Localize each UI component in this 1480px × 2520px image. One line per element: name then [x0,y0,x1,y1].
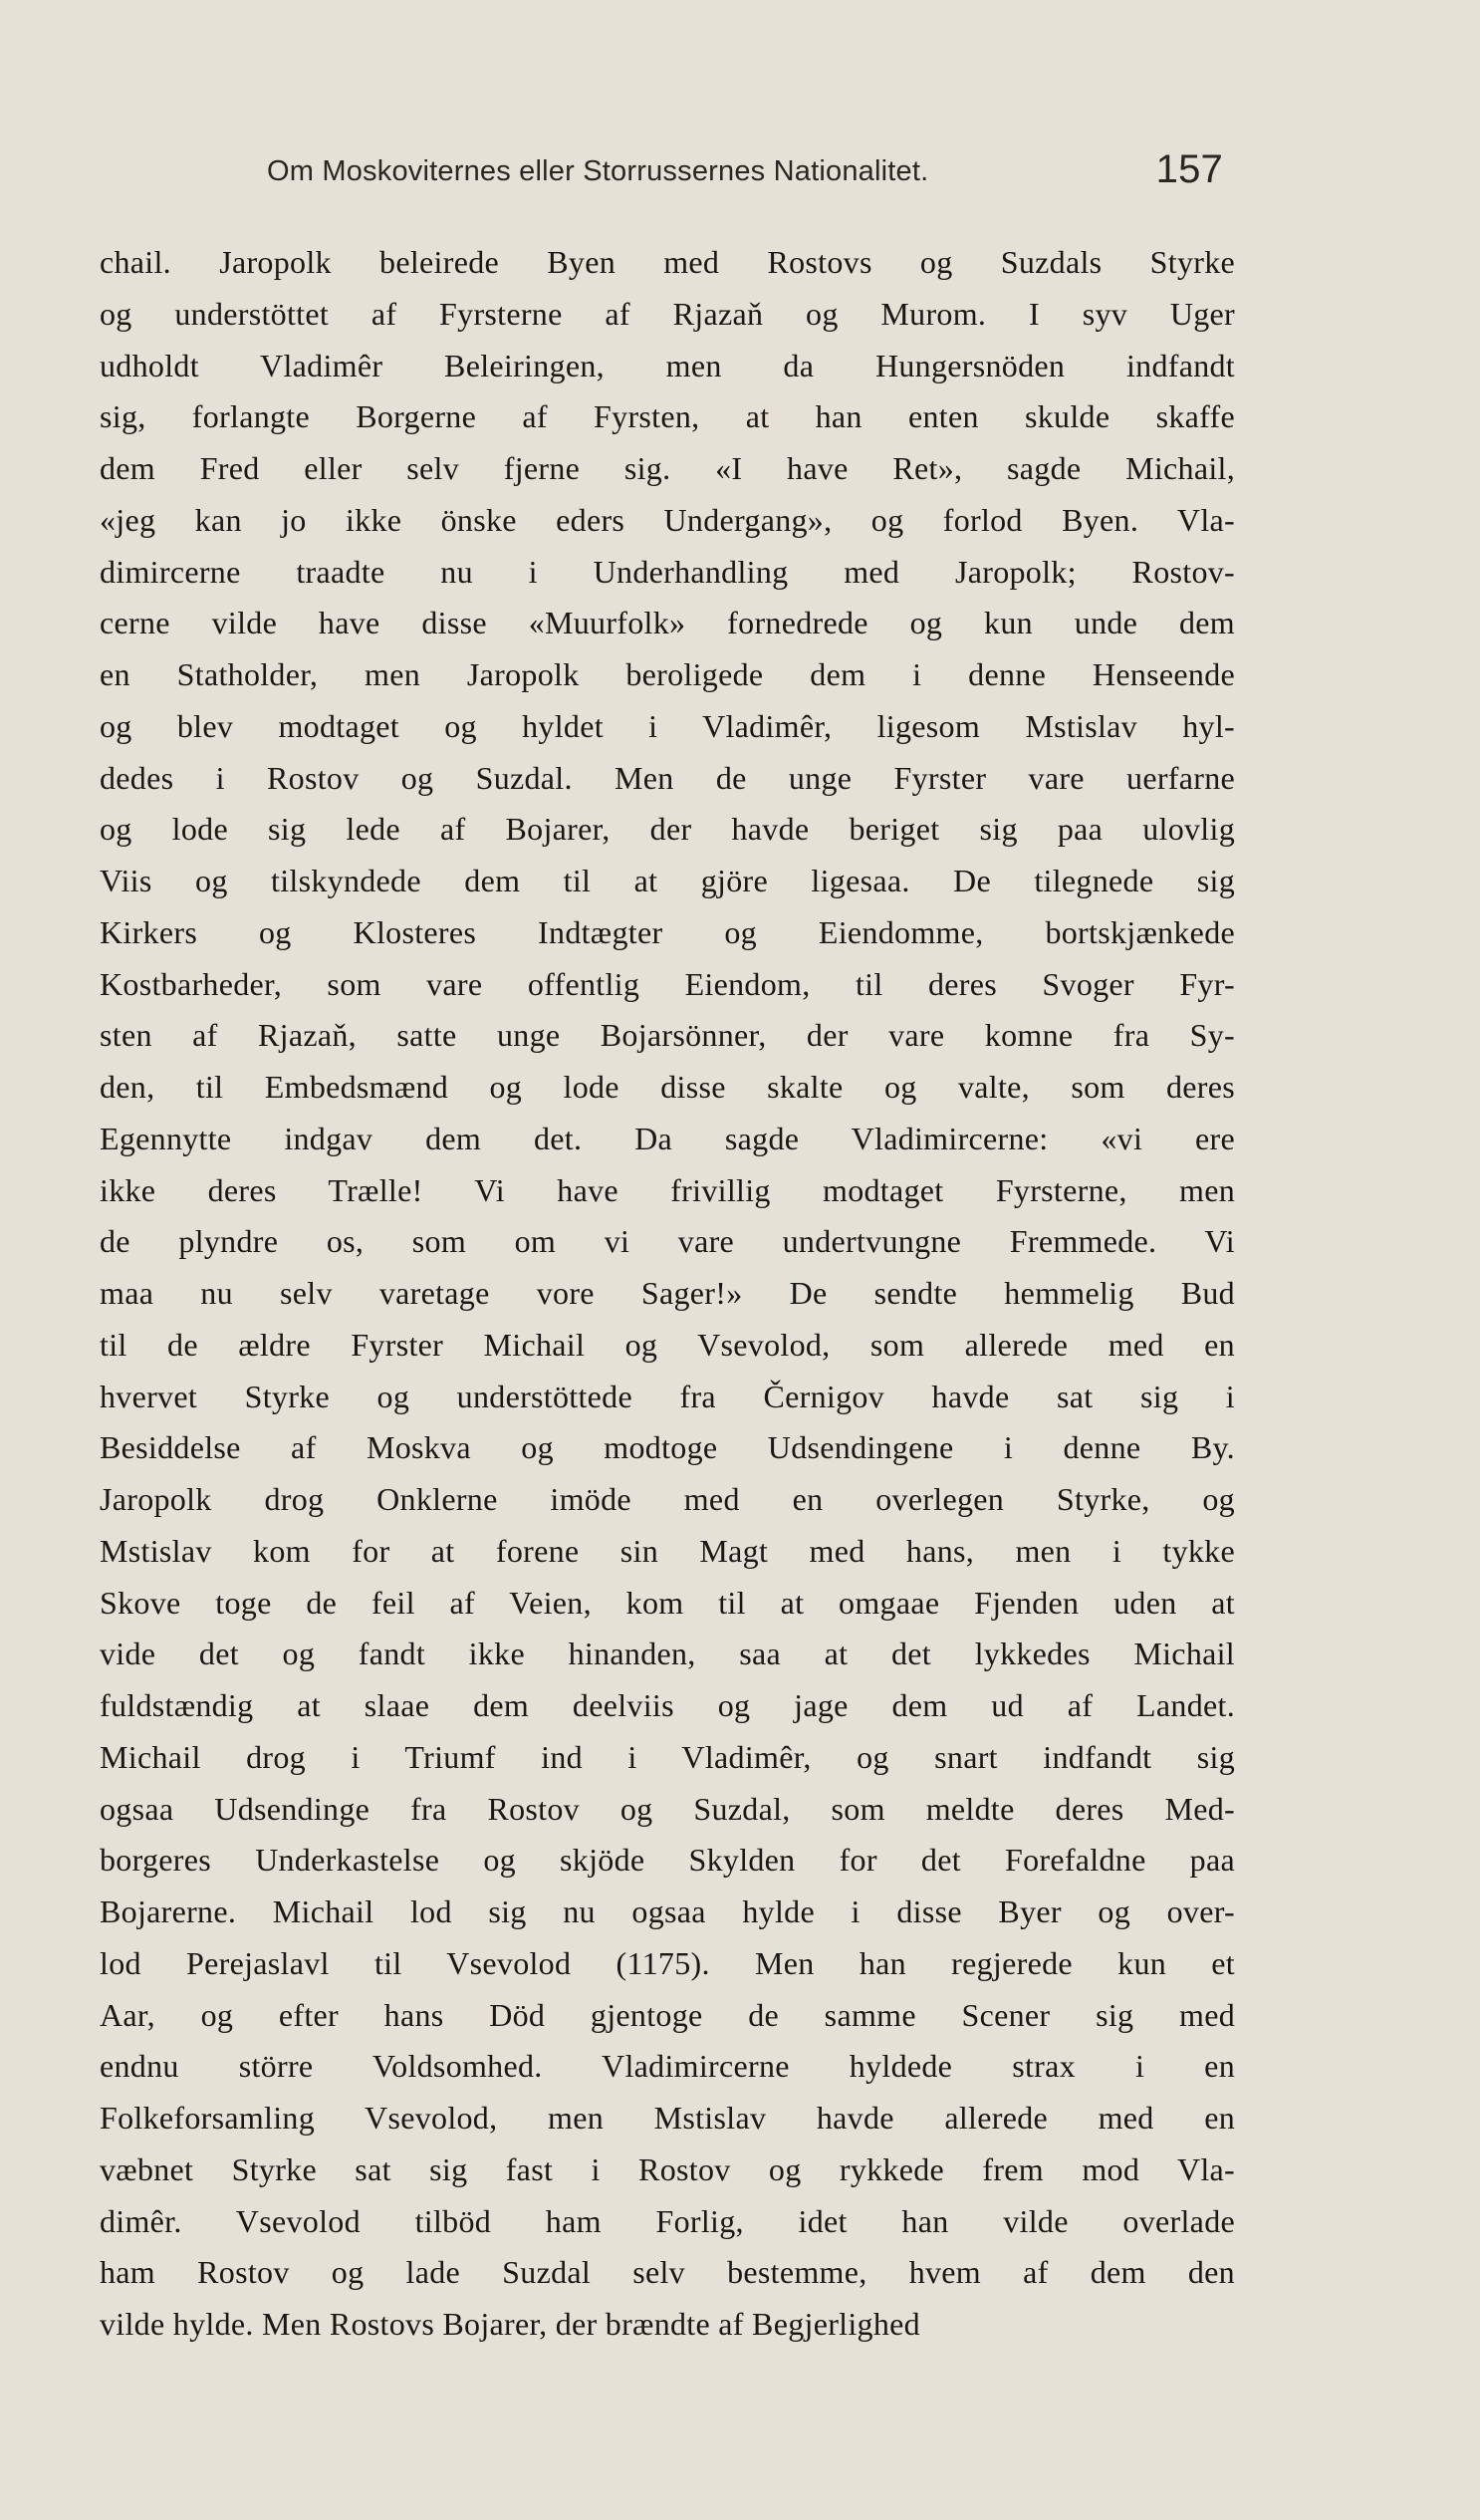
text-line: og blev modtaget og hyldet i Vladimêr, ligesom Mstislav hyl- [100,707,1235,744]
text-line: vide det og fandt ikke hinanden, saa at det lykkedes Michail [100,1636,1235,1672]
text-line: Jaropolk drog Onklerne imöde med en overlegen Styrke, og [100,1481,1235,1517]
text-line: Aar, og efter hans Död gjentoge de samme Scener sig med [100,1996,1235,2033]
text-line: dimêr. Vsevolod tilböd ham Forlig, idet han vilde overlade [100,2202,1235,2239]
text-line: ogsaa Udsendinge fra Rostov og Suzdal, som meldte deres Med- [100,1790,1235,1827]
text-line: hvervet Styrke og understöttede fra Černigov havde sat sig i [100,1378,1235,1414]
text-line: den, til Embedsmænd og lode disse skalte og valte, som deres [100,1069,1235,1105]
text-line: chail. Jaropolk beleirede Byen med Rostovs og Suzdals Styrke [100,244,1235,280]
text-line: Bojarerne. Michail lod sig nu ogsaa hylde i disse Byer og over- [100,1893,1235,1929]
text-line: til de ældre Fyrster Michail og Vsevolod, som allerede med en [100,1326,1235,1363]
text-line: Kirkers og Klosteres Indtægter og Eiendomme, bortskjænkede [100,913,1235,950]
text-line: Folkeforsamling Vsevolod, men Mstislav havde allerede med en [100,2100,1235,2136]
text-line: ham Rostov og lade Suzdal selv bestemme, hvem af dem den [100,2254,1235,2291]
text-line: Kostbarheder, som vare offentlig Eiendom, til deres Svoger Fyr- [100,965,1235,1002]
text-line: maa nu selv varetage vore Sager!» De sendte hemmelig Bud [100,1275,1235,1311]
running-title: Om Moskoviternes eller Storrussernes Nationalitet. [267,155,929,187]
text-line: fuldstændig at slaae dem deelviis og jage dem ud af Landet. [100,1687,1235,1723]
text-line: Viis og tilskyndede dem til at gjöre ligesaa. De tilegnede sig [100,863,1235,898]
body-text [100,237,1235,2351]
text-line: borgeres Underkastelse og skjöde Skylden for det Forefaldne paa [100,1842,1235,1879]
text-line: lod Perejaslavl til Vsevolod (1175). Men han regjerede kun et [100,1944,1235,1981]
text-line: sig, forlangte Borgerne af Fyrsten, at han enten skulde skaffe [100,398,1235,435]
text-line: sten af Rjazaň, satte unge Bojarsönner, der vare komne fra Sy- [100,1017,1235,1054]
text-line: Mstislav kom for at forene sin Magt med hans, men i tykke [100,1532,1235,1569]
page-number: 157 [1155,147,1223,191]
text-line: udholdt Vladimêr Beleiringen, men da Hungersnöden indfandt [100,347,1235,383]
text-line: Egennytte indgav dem det. Da sagde Vladimircerne: «vi ere [100,1120,1235,1156]
text-line: vilde hylde. Men Rostovs Bojarer, der brændte af Begjerlighed [100,2306,920,2342]
text-line: og lode sig lede af Bojarer, der havde beriget sig paa ulovlig [100,811,1235,848]
text-line: de plyndre os, som om vi vare undertvungne Fremmede. Vi [100,1223,1235,1260]
text-line: «jeg kan jo ikke önske eders Undergang», og forlod Byen. Vla- [100,501,1235,538]
text-line: endnu större Voldsomhed. Vladimircerne hyldede strax i en [100,2048,1235,2085]
text-line: dimircerne traadte nu i Underhandling med Jaropolk; Rostov- [100,553,1235,590]
text-line: ikke deres Trælle! Vi have frivillig modtaget Fyrsterne, men [100,1171,1235,1208]
text-line: væbnet Styrke sat sig fast i Rostov og rykkede frem mod Vla- [100,2150,1235,2187]
text-line: Skove toge de feil af Veien, kom til at omgaae Fjenden uden at [100,1584,1235,1621]
text-line: dedes i Rostov og Suzdal. Men de unge Fyrster vare uerfarne [100,759,1235,796]
running-header [267,147,1223,197]
text-line: Michail drog i Triumf ind i Vladimêr, og snart indfandt sig [100,1738,1235,1775]
text-line: dem Fred eller selv fjerne sig. «I have Ret», sagde Michail, [100,450,1235,486]
text-line: cerne vilde have disse «Muurfolk» fornedrede og kun unde dem [100,605,1235,641]
text-line: og understöttet af Fyrsterne af Rjazaň og Murom. I syv Uger [100,295,1235,332]
text-line: Besiddelse af Moskva og modtoge Udsendingene i denne By. [100,1429,1235,1466]
text-line: en Statholder, men Jaropolk beroligede dem i denne Henseende [100,656,1235,692]
